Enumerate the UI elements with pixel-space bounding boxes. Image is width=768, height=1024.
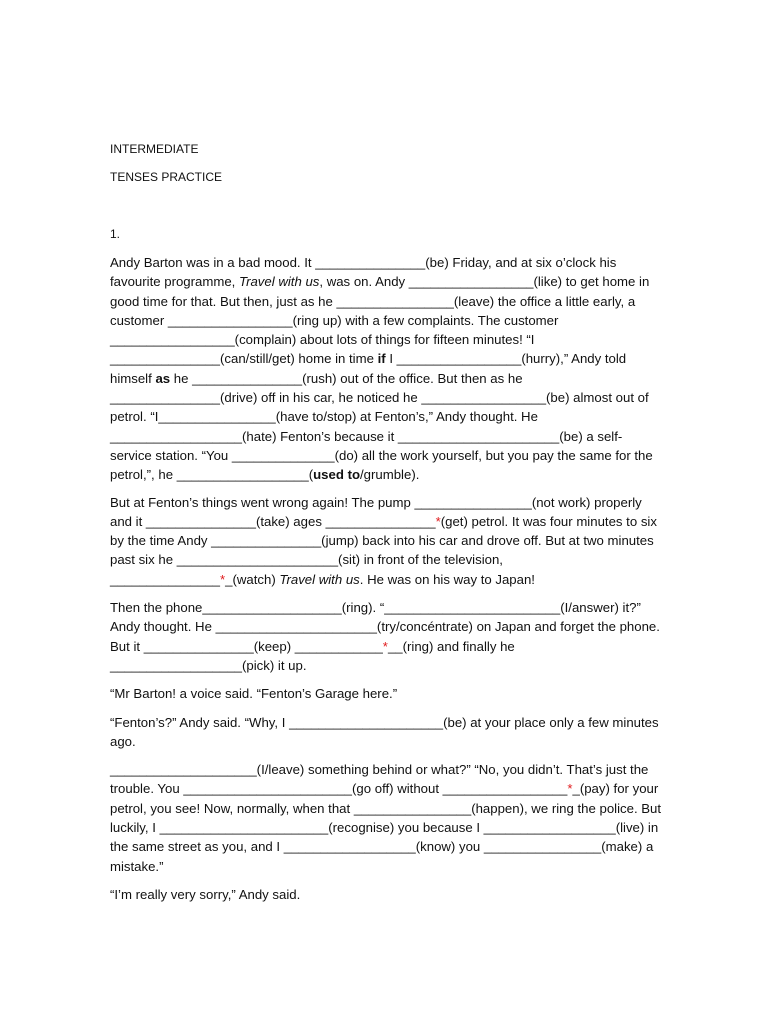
paragraph-1	[110, 253, 662, 485]
emphasis-word: used to	[313, 467, 361, 483]
paragraph-2	[110, 493, 662, 589]
text-span: I _________________(hurry),” Andy told himself	[110, 351, 627, 386]
text-span: Then the phone___________________(ring). “________________________(I/answer) it?” Andy thought. He ______________________(try/concéntrate) on Japan and forget the phone. But it _______________(keep) ____________	[110, 600, 660, 654]
programme-title: Travel with us	[239, 274, 320, 290]
level-heading: INTERMEDIATE	[110, 142, 199, 156]
paragraph-4: “Mr Barton! a voice said. “Fenton’s Garage here.”	[110, 686, 398, 702]
text-span: (get) petrol. It was four minutes to six by the time Andy _______________(jump) back into his car and drove off. But at two minutes past six he ______________________(sit) in front of the television, _______________	[110, 513, 657, 587]
text-span: _(pay) for your petrol, you see! Now, normally, when that ________________(happen), we ring the police. But luckily, I _______________________(recognise) you because I __________________(live) in the same street as you, and I __________________(know) you ________________(make) a mistake.”	[110, 781, 662, 874]
paragraph-7: “I’m really very sorry,” Andy said.	[110, 886, 301, 902]
text-span: , was on. Andy _________________(like) to get home in good time for that. But then, just as he ________________(leave) the office a little early, a customer _________________(ring up) with a few complaints. The customer _________________(complain) about lots of things for fifteen minutes! “I _______________(can/still/get) home in time	[110, 274, 650, 367]
asterisk-mark: *	[435, 513, 441, 529]
text-span: ____________________(I/leave) something behind or what?” “No, you didn’t. That’s just the trouble. You _______________________(go off) without _________________	[110, 762, 649, 797]
paragraph-3	[110, 598, 662, 675]
paragraph-5: “Fenton’s?” Andy said. “Why, I _____________________(be) at your place only a few minutes ago.	[110, 714, 659, 749]
emphasis-word: as	[155, 370, 171, 386]
text-span: __(ring) and finally he __________________(pick) it up.	[110, 638, 515, 673]
programme-title: Travel with us	[279, 571, 360, 587]
text-span: But at Fenton’s things went wrong again! The pump ________________(not work) properly and it _______________(take) ages _______________	[110, 494, 642, 529]
text-span: /grumble).	[360, 467, 420, 483]
paragraph-6	[110, 760, 662, 876]
text-span: _(watch)	[225, 571, 280, 587]
asterisk-mark: *	[220, 571, 226, 587]
emphasis-word: if	[377, 351, 386, 367]
asterisk-mark: *	[382, 638, 388, 654]
title-heading: TENSES PRACTICE	[110, 170, 223, 184]
text-span: Andy Barton was in a bad mood. It _______________(be) Friday, and at six o’clock his favourite programme,	[110, 255, 617, 290]
text-span: he _______________(rush) out of the office. But then as he _______________(drive) off in his car, he noticed he _________________(be) almost out of petrol. “I________________(have to/stop) at Fenton’s,” Andy thought. He __________________(hate) Fenton’s because it ______________________(be) a self-service station. “You ______________(do) all the work yourself, but you pay the same for the petrol,”, he __________________(	[110, 370, 653, 483]
exercise-number: 1.	[110, 227, 121, 241]
asterisk-mark: *	[567, 781, 573, 797]
text-span: . He was on his way to Japan!	[359, 571, 535, 587]
exercise-text	[110, 253, 662, 913]
